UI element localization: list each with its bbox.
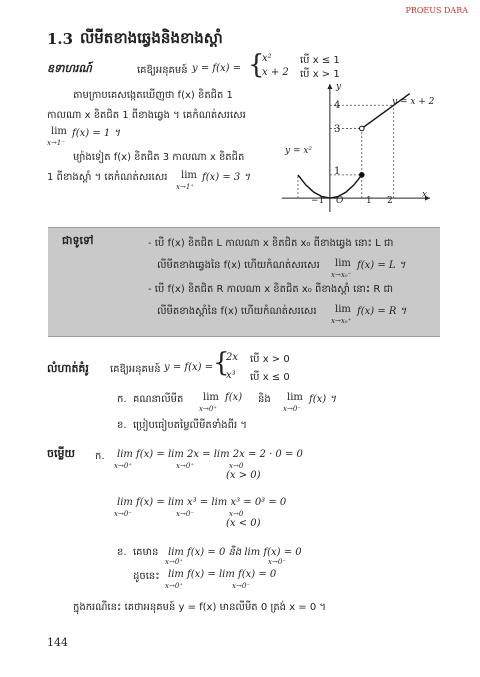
example-piece1-expr: x² [262, 53, 272, 64]
page-number: 144 [47, 636, 68, 649]
exercise-intro: គេឱ្យអនុគមន៍ [110, 364, 161, 375]
open-point [359, 126, 364, 131]
answer-b-line1-sub2: x→0⁻ [268, 558, 286, 566]
example-para2-line2: 1 ពីខាងស្តាំ ។ គេកំណត់សរសេរ [47, 172, 168, 183]
question-a-text: គណនាលីមីត [133, 394, 184, 405]
ytick-4: 4 [334, 100, 341, 111]
line-label: y = x + 2 [392, 97, 435, 107]
lim-right-sub: x→1⁺ [176, 183, 194, 191]
qa-and: និង [258, 394, 271, 405]
answer-eq2-sub2: x→0⁻ [176, 510, 194, 518]
example-piece2-cond: បើ x > 1 [300, 69, 340, 80]
question-a-label: ក. [117, 394, 127, 405]
answer-eq1-sub3: x→0 [229, 462, 244, 470]
exercise-piece1-cond: បើ x > 0 [250, 354, 290, 365]
ytick-1: 1 [334, 166, 341, 177]
example-para1-line1: តាមក្រាបគេសង្កេតឃើញថា f(x) ខិតជិត 1 [73, 90, 233, 101]
y-axis-label: y [336, 82, 342, 92]
def-lim1-word: lim [335, 258, 351, 269]
y-axis-arrow [327, 84, 332, 89]
answer-b-line1-prefix: គេមាន [133, 547, 159, 558]
answer-eq1: lim f(x) = lim 2x = lim 2x = 2 · 0 = 0 [117, 449, 303, 460]
section-number: 1.3 [47, 30, 74, 48]
lim-right-word: lim [181, 170, 197, 181]
xtick-1: 1 [366, 196, 372, 206]
exercise-func-lhs: y = f(x) = [164, 362, 214, 373]
answer-eq1-cond: (x > 0) [226, 470, 261, 481]
example-para2-line1: ម្យ៉ាងទៀត f(x) ខិតជិត 3 កាលណា x ខិតជិត [73, 152, 245, 163]
exercise-label: លំហាត់គំរូ [47, 362, 89, 375]
example-label: ឧទាហរណ៍ [47, 62, 92, 75]
answer-eq2: lim f(x) = lim x³ = lim x³ = 0³ = 0 [117, 497, 287, 508]
example-func-lhs: y = f(x) = [192, 63, 242, 74]
def-bullet1-line2: លីមីតខាងឆ្វេងនៃ f(x) ហើយកំណត់សរសេរ [157, 260, 320, 271]
answer-eq2-sub1: x→0⁻ [114, 510, 132, 518]
answer-eq1-sub2: x→0⁺ [176, 462, 194, 470]
xtick-minus1: −1 [311, 196, 325, 206]
def-bullet2-line1: - បើ f(x) ខិតជិត R កាលណា x ខិតជិត x₀ ពីខាងស្តាំ នោះ R ជា [148, 284, 393, 295]
definition-label: ជាទូទៅ [62, 234, 94, 247]
closed-point [359, 173, 364, 178]
def-bullet1-line1: - បើ f(x) ខិតជិត L កាលណា x ខិតជិត x₀ ពីខាងឆ្វេង នោះ L ជា [148, 238, 394, 249]
qa-lim1-word: lim [203, 392, 219, 403]
answer-b-line2-sub1: x→0⁺ [165, 582, 183, 590]
x-axis-label: x [422, 190, 428, 200]
def-lim1-rest: f(x) = L ។ [357, 260, 406, 271]
brand-label: PROEUS DARA [405, 6, 468, 15]
answer-eq2-cond: (x < 0) [226, 518, 261, 529]
answer-b-label: ខ. [117, 547, 127, 558]
qa-lim2-rest: f(x) ។ [309, 394, 336, 405]
answer-eq1-sub1: x→0⁺ [114, 462, 132, 470]
example-brace: { [248, 50, 265, 80]
qa-lim1-rest: f(x) [225, 392, 243, 403]
def-lim2-rest: f(x) = R ។ [357, 306, 407, 317]
origin-label: O [336, 196, 344, 206]
def-lim1-sub: x→x₀⁻ [331, 271, 352, 279]
lim-right-rest: f(x) = 3 ។ [202, 172, 251, 183]
ytick-3: 3 [334, 124, 341, 135]
exercise-brace: { [213, 348, 230, 378]
qa-lim2-word: lim [287, 392, 303, 403]
example-para1-line2: កាលណា x ខិតជិត 1 ពីខាងឆ្វេង ។ គេកំណត់សរសេរ [47, 110, 246, 121]
question-b-label: ខ. [117, 420, 127, 431]
answer-label: ចម្លើយ [47, 447, 75, 460]
qa-lim2-sub: x→0⁻ [283, 405, 301, 413]
conclusion-text: ក្នុងករណីនេះ គេថាអនុគមន៍ y = f(x) មានលីមីត 0 ត្រង់ x = 0 ។ [73, 602, 326, 613]
answer-b-line2-prefix: ដូចនេះ [133, 571, 160, 582]
section-title: លីមីតខាងឆ្វេងនិងខាងស្តាំ [80, 29, 223, 47]
example-piece2-expr: x + 2 [262, 67, 289, 78]
exercise-piece2-expr: x³ [226, 370, 236, 381]
example-intro: គេឱ្យអនុគមន៍ [137, 65, 188, 76]
exercise-piece1-expr: 2x [226, 352, 239, 363]
answer-b-line1-sub1: x→0⁺ [165, 558, 183, 566]
answer-b-line2: lim f(x) = lim f(x) = 0 [168, 569, 277, 580]
answer-a-label: ក. [95, 451, 105, 462]
qa-lim1-sub: x→0⁺ [199, 405, 217, 413]
lim-left-sub: x→1⁻ [47, 139, 65, 147]
exercise-piece2-cond: បើ x ≤ 0 [250, 372, 290, 383]
question-b-text: ប្រៀបធៀបតម្លៃលីមីតទាំងពីរ ។ [133, 420, 247, 431]
answer-eq2-sub3: x→0 [229, 510, 244, 518]
lim-left-rest: f(x) = 1 ។ [72, 128, 121, 139]
parabola-label: y = x² [285, 146, 313, 156]
xtick-2: 2 [387, 196, 393, 206]
def-lim2-sub: x→x₀⁺ [331, 317, 352, 325]
answer-b-line1: lim f(x) = 0 និង lim f(x) = 0 [168, 547, 302, 558]
lim-left-word: lim [51, 126, 67, 137]
answer-b-line2-sub2: x→0⁻ [232, 582, 250, 590]
example-piece1-cond: បើ x ≤ 1 [300, 55, 340, 66]
def-bullet2-line2: លីមីតខាងស្តាំនៃ f(x) ហើយកំណត់សរសេរ [157, 306, 317, 317]
def-lim2-word: lim [335, 304, 351, 315]
